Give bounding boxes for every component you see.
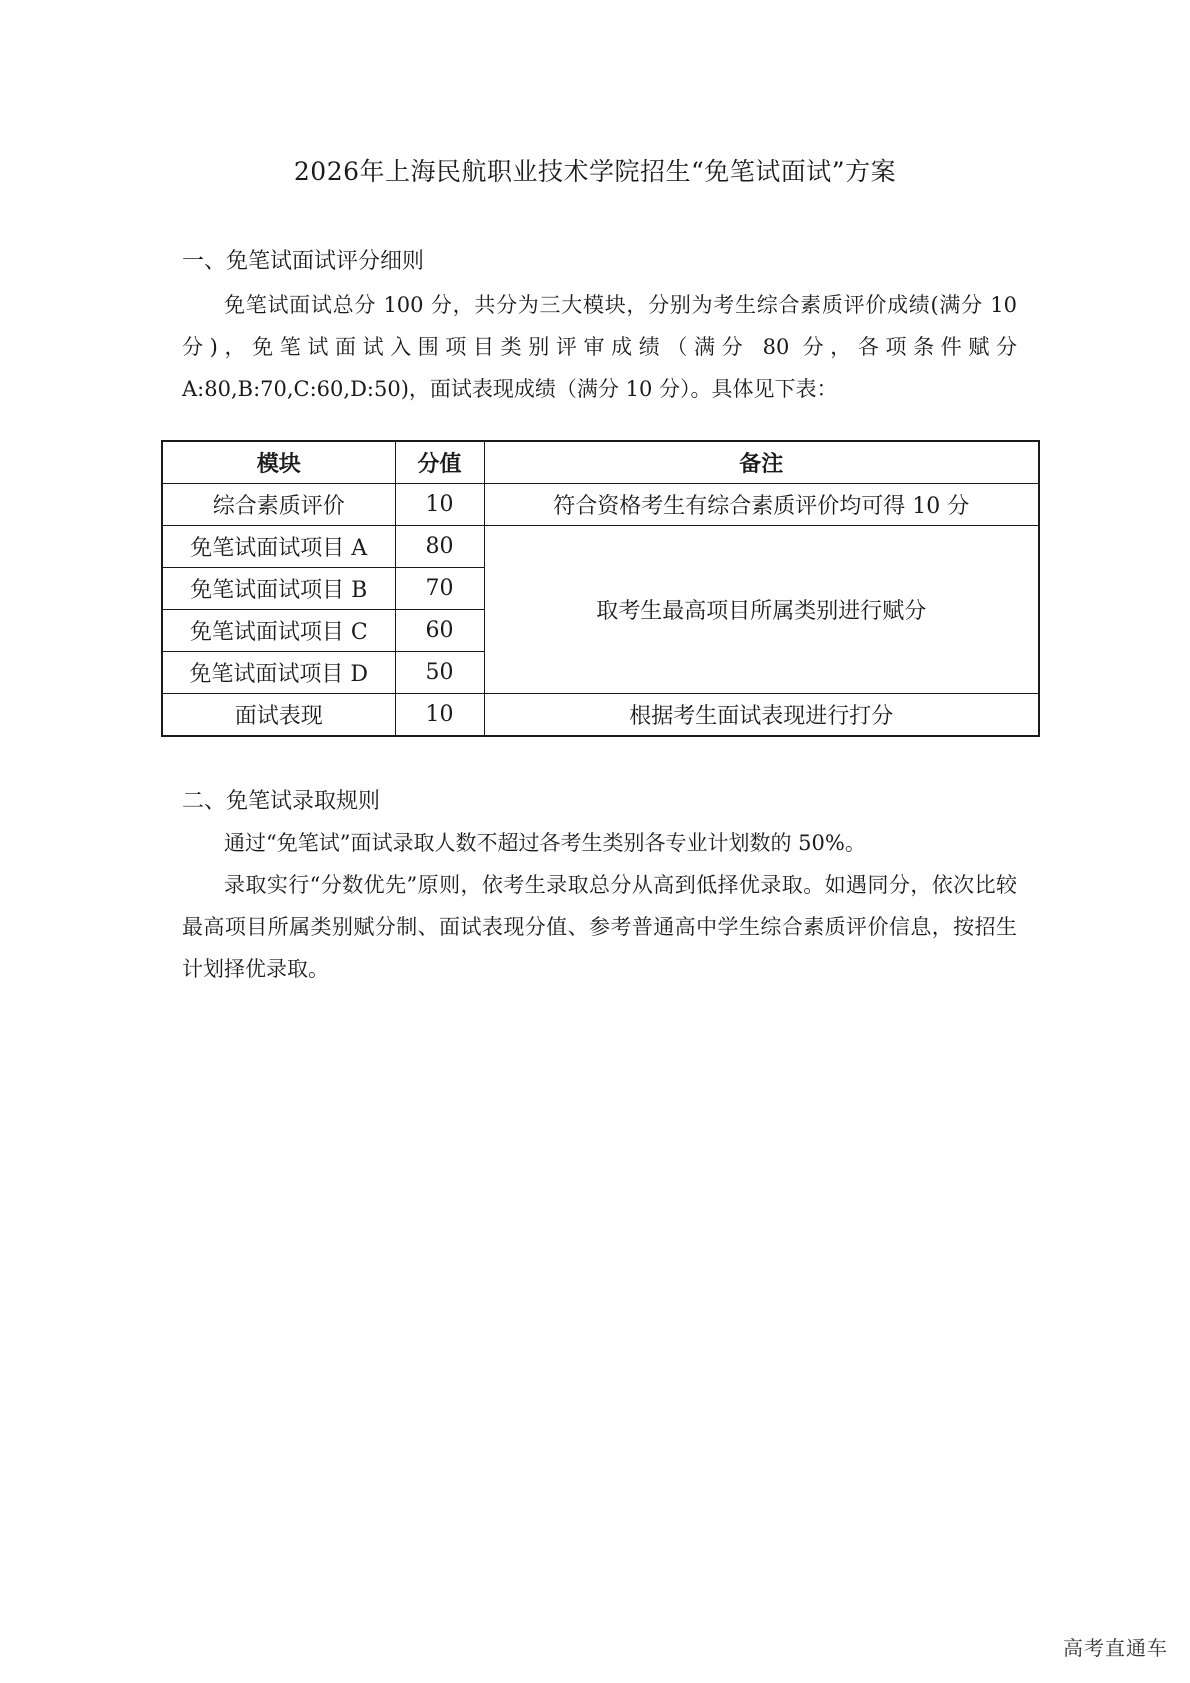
section-heading-scoring-rules: 一、免笔试面试评分细则 bbox=[182, 249, 425, 274]
table-header-row bbox=[162, 441, 1039, 484]
module-cell: 综合素质评价 bbox=[162, 484, 395, 526]
score-cell: 70 bbox=[395, 568, 484, 610]
watermark: 高考直通车 bbox=[1063, 1636, 1168, 1660]
score-cell: 80 bbox=[395, 526, 484, 568]
table-row bbox=[162, 484, 1039, 526]
score-cell: 60 bbox=[395, 610, 484, 652]
admission-priority-paragraph: 录取实行“分数优先”原则，依考生录取总分从高到低择优录取。如遇同分，依次比较最高项目所属类别赋分制、面试表现分值、参考普通高中学生综合素质评价信息，按招生计划择优录取。 bbox=[182, 873, 1017, 981]
note-cell: 根据考生面试表现进行打分 bbox=[484, 694, 1039, 737]
score-cell: 10 bbox=[395, 694, 484, 737]
module-cell: 面试表现 bbox=[162, 694, 395, 737]
column-header-score: 分值 bbox=[395, 441, 484, 484]
module-cell: 免笔试面试项目 C bbox=[162, 610, 395, 652]
module-cell: 免笔试面试项目 A bbox=[162, 526, 395, 568]
table-row bbox=[162, 526, 1039, 568]
score-cell: 50 bbox=[395, 652, 484, 694]
table-row bbox=[162, 694, 1039, 737]
scoring-rules-paragraph: 免笔试面试总分 100 分，共分为三大模块，分别为考生综合素质评价成绩(满分 10 分)，免笔试面试入围项目类别评审成绩（满分 80 分，各项条件赋分A:80,B:70,C:60,D:50)，面试表现成绩（满分 10 分）。具体见下表： bbox=[182, 293, 1017, 401]
section-heading-admission-rules: 二、免笔试录取规则 bbox=[182, 789, 381, 814]
score-table bbox=[161, 440, 1040, 737]
admission-limit-paragraph: 通过“免笔试”面试录取人数不超过各考生类别各专业计划数的 50%。 bbox=[224, 831, 866, 855]
module-cell: 免笔试面试项目 D bbox=[162, 652, 395, 694]
column-header-note: 备注 bbox=[484, 441, 1039, 484]
column-header-module: 模块 bbox=[162, 441, 395, 484]
note-cell: 符合资格考生有综合素质评价均可得 10 分 bbox=[484, 484, 1039, 526]
note-cell-merged: 取考生最高项目所属类别进行赋分 bbox=[484, 526, 1039, 694]
score-cell: 10 bbox=[395, 484, 484, 526]
module-cell: 免笔试面试项目 B bbox=[162, 568, 395, 610]
page-title: 2026年上海民航职业技术学院招生“免笔试面试”方案 bbox=[293, 157, 897, 186]
